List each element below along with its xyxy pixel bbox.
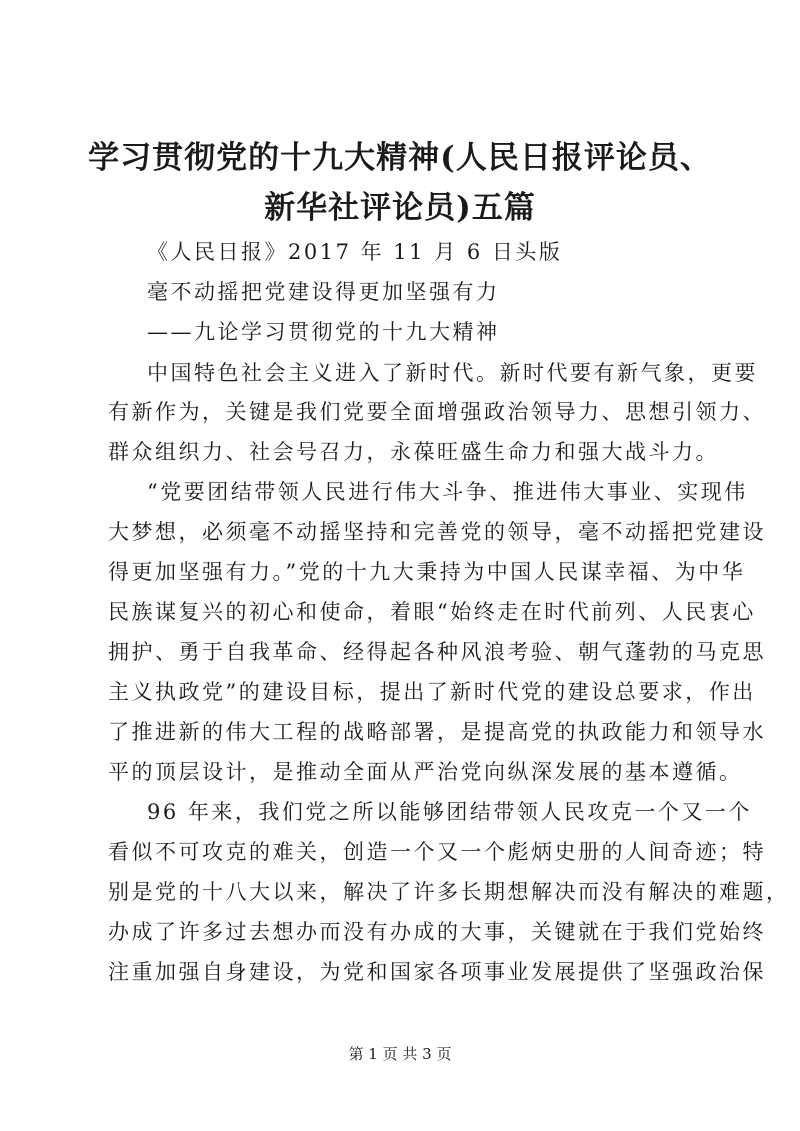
paragraph-3-line: 别是党的十八大以来，解决了许多长期想解决而没有解决的难题， — [108, 880, 790, 904]
paragraph-3-line: 注重加强自身建设，为党和国家各项事业发展提供了坚强政治保 — [108, 960, 766, 984]
page-number-footer: 第 1 页 共 3 页 — [348, 1045, 452, 1063]
paragraph-3-line: 看似不可攻克的难关，创造一个又一个彪炳史册的人间奇迹；特 — [108, 840, 766, 864]
paragraph-2-line: 民族谋复兴的初心和使命，着眼“始终走在时代前列、人民衷心 — [108, 600, 756, 624]
document-title-line-1: 学习贯彻党的十九大精神(人民日报评论员、 — [88, 140, 712, 176]
paragraph-2-line: 主义执政党”的建设目标，提出了新时代党的建设总要求，作出 — [108, 680, 756, 704]
paragraph-2-line: 了推进新的伟大工程的战略部署，是提高党的执政能力和领导水 — [108, 720, 766, 744]
paragraph-2-line: 得更加坚强有力。”党的十九大秉持为中国人民谋幸福、为中华 — [108, 560, 746, 584]
paragraph-3-line: 96 年来，我们党之所以能够团结带领人民攻克一个又一个 — [147, 800, 752, 824]
paragraph-2-line: “党要团结带领人民进行伟大斗争、推进伟大事业、实现伟 — [147, 480, 748, 504]
headline: 毫不动摇把党建设得更加坚强有力 — [147, 280, 500, 304]
paragraph-2-line: 拥护、勇于自我革命、经得起各种风浪考验、朝气蓬勃的马克思 — [108, 640, 766, 664]
document-title-line-2: 新华社评论员)五篇 — [264, 190, 536, 226]
paragraph-1-line: 有新作为，关键是我们党要全面增强政治领导力、思想引领力、 — [108, 400, 766, 424]
paragraph-2-line: 平的顶层设计，是推动全面从严治党向纵深发展的基本遵循。 — [108, 760, 743, 784]
paragraph-1-line: 群众组织力、社会号召力，永葆旺盛生命力和强大战斗力。 — [108, 440, 719, 464]
subheadline: ——九论学习贯彻党的十九大精神 — [147, 320, 500, 344]
paragraph-3-line: 办成了许多过去想办而没有办成的大事，关键就在于我们党始终 — [108, 920, 766, 944]
paragraph-1-line: 中国特色社会主义进入了新时代。新时代要有新气象，更要 — [147, 361, 758, 385]
source-line: 《人民日报》2017 年 11 月 6 日头版 — [147, 240, 563, 264]
paragraph-2-line: 大梦想，必须毫不动摇坚持和完善党的领导，毫不动摇把党建设 — [108, 520, 766, 544]
